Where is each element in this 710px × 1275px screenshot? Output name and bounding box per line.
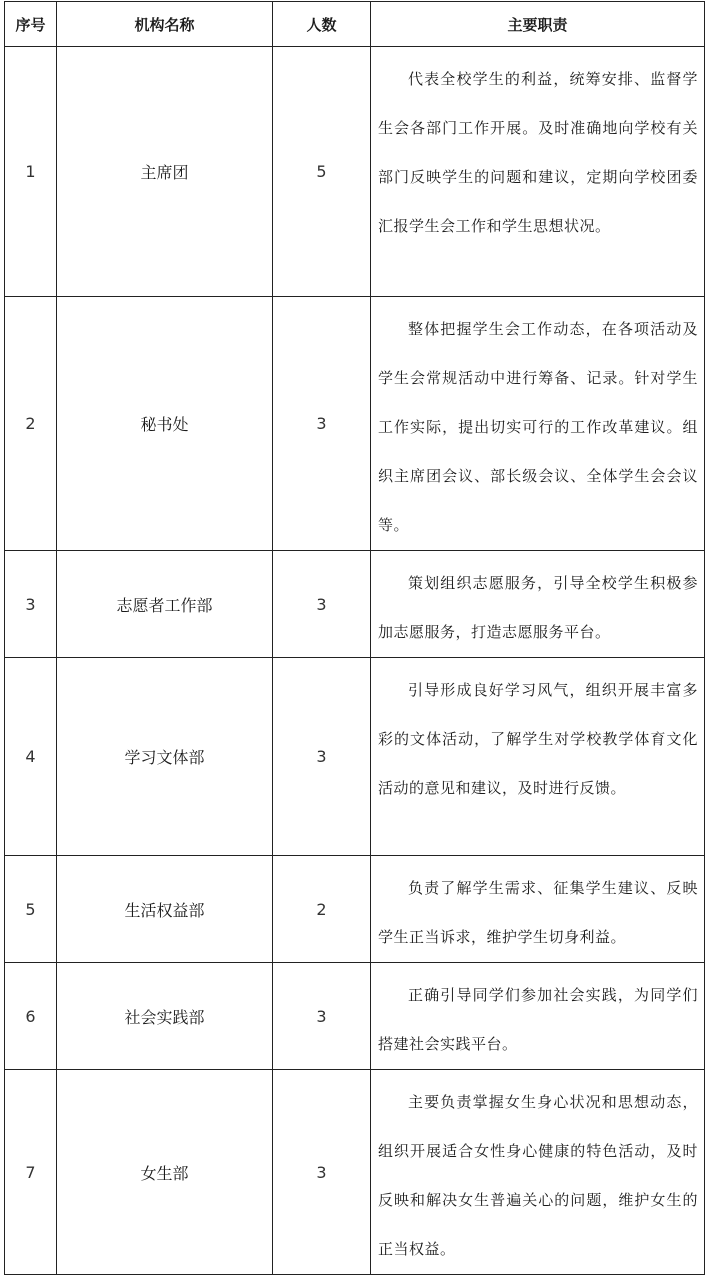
row-org-name: 生活权益部	[57, 856, 273, 963]
table-row	[5, 1070, 705, 1275]
row-index: 6	[5, 963, 57, 1070]
row-org-name: 女生部	[57, 1070, 273, 1275]
row-duty: 正确引导同学们参加社会实践，为同学们搭建社会实践平台。	[371, 963, 705, 1070]
table-row	[5, 297, 705, 551]
row-index: 4	[5, 658, 57, 856]
row-duty: 负责了解学生需求、征集学生建议、反映学生正当诉求，维护学生切身利益。	[371, 856, 705, 963]
row-org-name: 学习文体部	[57, 658, 273, 856]
organization-table	[4, 1, 705, 1275]
row-duty: 代表全校学生的利益，统筹安排、监督学生会各部门工作开展。及时准确地向学校有关部门反映学生的问题和建议，定期向学校团委汇报学生会工作和学生思想状况。	[371, 47, 705, 297]
table-row	[5, 47, 705, 297]
row-index: 1	[5, 47, 57, 297]
row-count: 3	[273, 963, 371, 1070]
row-org-name: 秘书处	[57, 297, 273, 551]
row-count: 3	[273, 297, 371, 551]
row-org-name: 主席团	[57, 47, 273, 297]
header-row	[5, 2, 705, 47]
row-count: 3	[273, 1070, 371, 1275]
row-index: 2	[5, 297, 57, 551]
row-duty: 主要负责掌握女生身心状况和思想动态，组织开展适合女性身心健康的特色活动，及时反映和解决女生普遍关心的问题，维护女生的正当权益。	[371, 1070, 705, 1275]
table-row	[5, 551, 705, 658]
row-index: 3	[5, 551, 57, 658]
table-row	[5, 856, 705, 963]
table-row	[5, 658, 705, 856]
row-duty: 整体把握学生会工作动态，在各项活动及学生会常规活动中进行筹备、记录。针对学生工作实际，提出切实可行的工作改革建议。组织主席团会议、部长级会议、全体学生会会议等。	[371, 297, 705, 551]
row-org-name: 社会实践部	[57, 963, 273, 1070]
row-index: 7	[5, 1070, 57, 1275]
header-index: 序号	[5, 2, 57, 47]
row-org-name: 志愿者工作部	[57, 551, 273, 658]
header-count: 人数	[273, 2, 371, 47]
row-duty: 策划组织志愿服务，引导全校学生积极参加志愿服务，打造志愿服务平台。	[371, 551, 705, 658]
row-count: 3	[273, 658, 371, 856]
table-row	[5, 963, 705, 1070]
row-duty: 引导形成良好学习风气，组织开展丰富多彩的文体活动，了解学生对学校教学体育文化活动的意见和建议，及时进行反馈。	[371, 658, 705, 856]
table-body	[5, 47, 705, 1275]
row-index: 5	[5, 856, 57, 963]
row-count: 5	[273, 47, 371, 297]
row-count: 3	[273, 551, 371, 658]
header-org-name: 机构名称	[57, 2, 273, 47]
table-header	[5, 2, 705, 47]
row-count: 2	[273, 856, 371, 963]
header-duty: 主要职责	[371, 2, 705, 47]
